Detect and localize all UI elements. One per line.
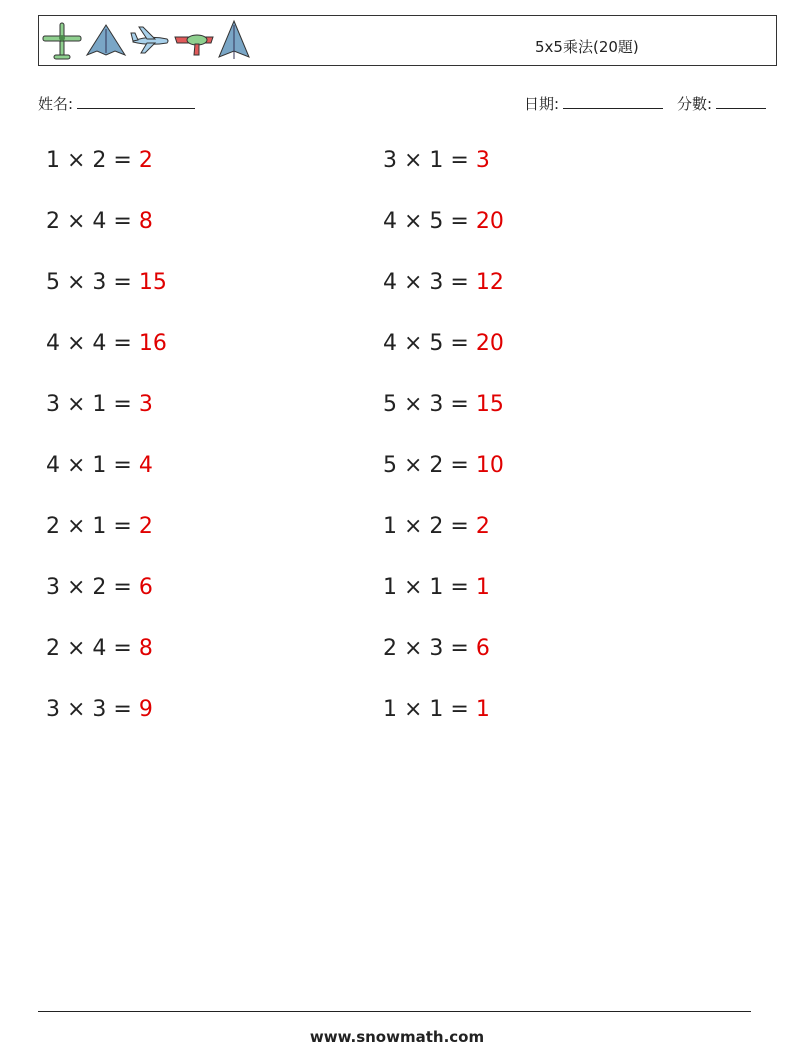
problem-expression: 2 × 4 =	[46, 636, 139, 661]
problem-answer: 20	[475, 209, 504, 234]
problem-expression: 3 × 1 =	[46, 392, 139, 417]
problem-answer: 2	[475, 514, 490, 539]
problem-answer: 3	[475, 148, 490, 173]
header-box	[38, 15, 777, 66]
problem-expression: 5 × 3 =	[383, 392, 476, 417]
problem-answer: 16	[138, 331, 167, 356]
problem-item	[383, 148, 490, 173]
problem-expression: 1 × 2 =	[383, 514, 476, 539]
blue-jet-plane-icon	[129, 19, 171, 63]
problem-answer: 2	[138, 148, 153, 173]
score-label: 分數:	[677, 95, 713, 113]
green-propeller-plane-icon	[41, 19, 83, 63]
red-propeller-plane-icon	[173, 19, 215, 63]
problem-item	[46, 514, 153, 539]
date-field	[524, 93, 663, 114]
problem-expression: 3 × 1 =	[383, 148, 476, 173]
date-blank[interactable]	[563, 94, 663, 109]
problem-item	[46, 697, 153, 722]
problem-expression: 5 × 2 =	[383, 453, 476, 478]
problem-expression: 1 × 1 =	[383, 697, 476, 722]
problem-expression: 2 × 1 =	[46, 514, 139, 539]
problem-answer: 4	[138, 453, 153, 478]
problem-expression: 2 × 3 =	[383, 636, 476, 661]
problem-answer: 3	[138, 392, 153, 417]
problem-item	[383, 636, 490, 661]
problem-answer: 8	[138, 209, 153, 234]
problem-expression: 4 × 5 =	[383, 331, 476, 356]
problem-expression: 1 × 2 =	[46, 148, 139, 173]
problem-answer: 12	[475, 270, 504, 295]
problem-answer: 15	[138, 270, 167, 295]
problem-item	[46, 392, 153, 417]
problem-item	[46, 148, 153, 173]
header-icons	[41, 19, 251, 63]
problem-item	[46, 270, 167, 295]
footer-rule	[38, 1011, 751, 1012]
problem-item	[383, 697, 490, 722]
problem-answer: 9	[138, 697, 153, 722]
problem-item	[383, 392, 504, 417]
name-blank[interactable]	[77, 94, 195, 109]
date-label: 日期:	[524, 95, 560, 113]
problem-expression: 3 × 2 =	[46, 575, 139, 600]
problem-answer: 1	[475, 575, 490, 600]
problem-expression: 2 × 4 =	[46, 209, 139, 234]
problem-answer: 6	[475, 636, 490, 661]
problem-item	[383, 453, 504, 478]
blue-stealth-bomber-icon	[85, 19, 127, 63]
problem-item	[383, 270, 504, 295]
problem-item	[383, 514, 490, 539]
score-blank[interactable]	[716, 94, 766, 109]
problem-expression: 4 × 1 =	[46, 453, 139, 478]
problem-item	[383, 575, 490, 600]
problem-answer: 1	[475, 697, 490, 722]
problem-answer: 6	[138, 575, 153, 600]
problem-answer: 15	[475, 392, 504, 417]
problem-expression: 5 × 3 =	[46, 270, 139, 295]
problem-answer: 8	[138, 636, 153, 661]
problem-item	[46, 453, 153, 478]
score-field	[677, 93, 766, 114]
name-field	[38, 93, 195, 114]
problem-item	[46, 575, 153, 600]
problem-item	[46, 636, 153, 661]
problem-expression: 3 × 3 =	[46, 697, 139, 722]
problem-answer: 20	[475, 331, 504, 356]
problem-answer: 2	[138, 514, 153, 539]
footer-url: www.snowmath.com	[309, 1028, 485, 1046]
problem-expression: 4 × 4 =	[46, 331, 139, 356]
problem-expression: 4 × 5 =	[383, 209, 476, 234]
problem-answer: 10	[475, 453, 504, 478]
problem-item	[46, 209, 153, 234]
name-label: 姓名:	[38, 95, 74, 113]
problem-expression: 4 × 3 =	[383, 270, 476, 295]
worksheet-title: 5x5乘法(20題)	[535, 38, 639, 56]
problem-item	[46, 331, 167, 356]
problem-expression: 1 × 1 =	[383, 575, 476, 600]
blue-delta-jet-icon	[217, 19, 251, 63]
problem-item	[383, 331, 504, 356]
problem-item	[383, 209, 504, 234]
